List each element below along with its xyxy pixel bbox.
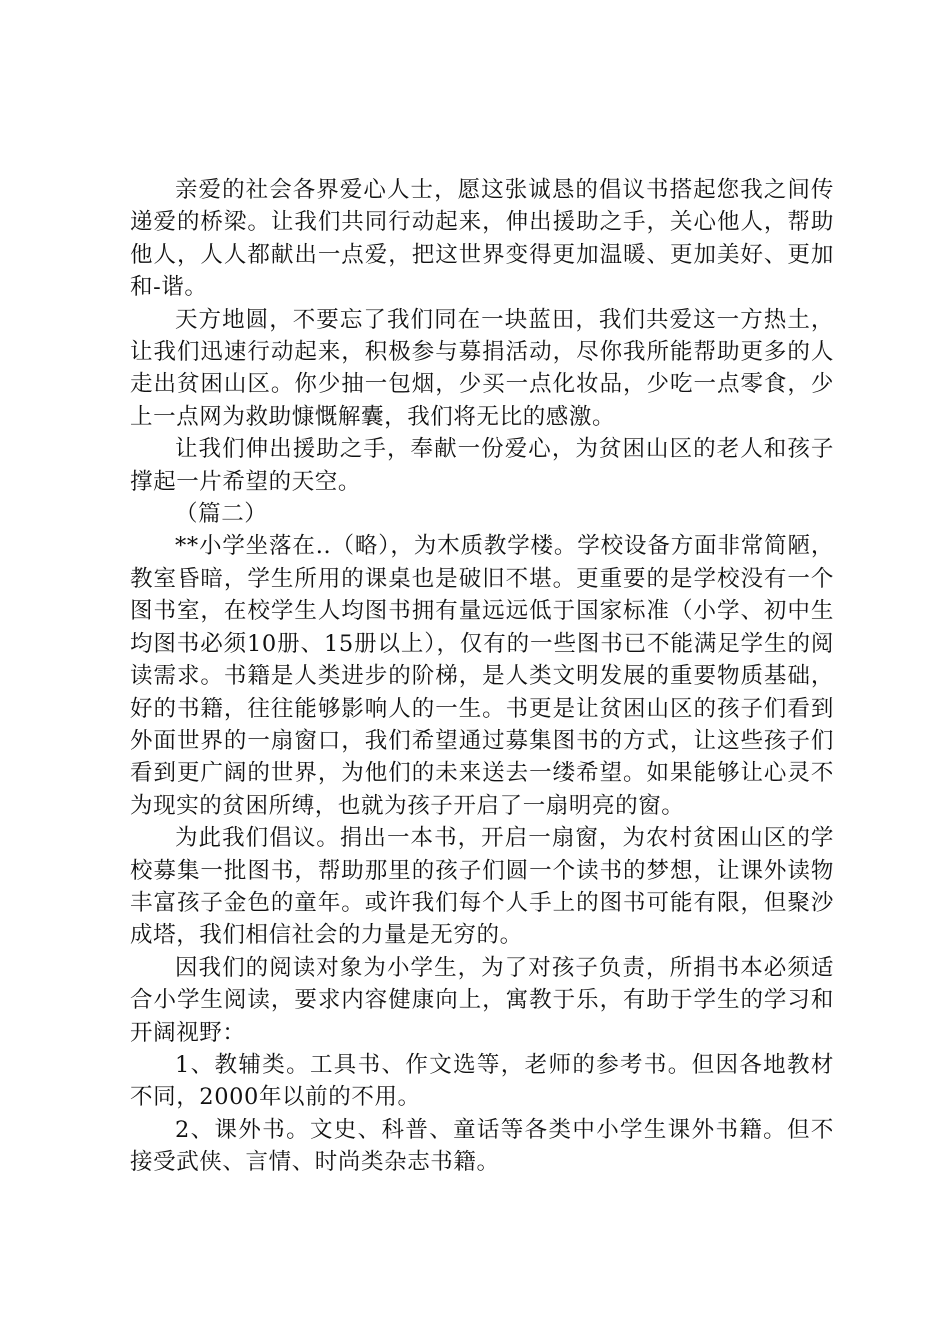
paragraph-proposal: 为此我们倡议。捐出一本书，开启一扇窗，为农村贫困山区的学校募集一批图书，帮助那里的孩子们圆一个读书的梦想，让课外读物丰富孩子金色的童年。或许我们每个人手上的图书可能有限，但聚沙成塔，我们相信社会的力量是无穷的。 bbox=[130, 825, 834, 949]
paragraph-school-description: **小学坐落在..（略），为木质教学楼。学校设备方面非常简陋，教室昏暗，学生所用的课桌也是破旧不堪。更重要的是学校没有一个图书室，在校学生人均图书拥有量远远低于国家标准（小学、初中生均图书必须10册、15册以上），仅有的一些图书已不能满足学生的阅读需求。书籍是人类进步的阶梯，是人类文明发展的重要物质基础，好的书籍，往往能够影响人的一生。书更是让贫困山区的孩子们看到外面世界的一扇窗口，我们希望通过募集图书的方式，让这些孩子们看到更广阔的世界，为他们的未来送去一缕希望。如果能够让心灵不为现实的贫困所缚，也就为孩子开启了一扇明亮的窗。 bbox=[130, 533, 834, 819]
list-item-teaching-aids: 1、教辅类。工具书、作文选等，老师的参考书。但因各地教材不同，2000年以前的不用。 bbox=[130, 1051, 834, 1111]
document-body bbox=[130, 174, 834, 1179]
paragraph-homeland: 天方地圆，不要忘了我们同在一块蓝田，我们共爱这一方热土，让我们迅速行动起来，积极参与募捐活动，尽你我所能帮助更多的人走出贫困山区。你少抽一包烟，少买一点化妆品，少吃一点零食，少上一点网为救助慷慨解囊，我们将无比的感激。 bbox=[130, 306, 834, 430]
paragraph-appeal: 亲爱的社会各界爱心人士，愿这张诚恳的倡议书搭起您我之间传递爱的桥梁。让我们共同行动起来，伸出援助之手，关心他人，帮助他人，人人都献出一点爱，把这世界变得更加温暖、更加美好、更加和-谐。 bbox=[130, 177, 834, 301]
paragraph-help: 让我们伸出援助之手，奉献一份爱心，为贫困山区的老人和孩子撑起一片希望的天空。 bbox=[130, 436, 834, 495]
list-item-extracurricular: 2、课外书。文史、科普、童话等各类中小学生课外书籍。但不接受武侠、言情、时尚类杂志书籍。 bbox=[130, 1116, 834, 1176]
paragraph-requirements: 因我们的阅读对象为小学生，为了对孩子负责，所捐书本必须适合小学生阅读，要求内容健康向上，寓教于乐，有助于学生的学习和开阔视野： bbox=[130, 954, 834, 1046]
section-heading-part-two: （篇二） bbox=[175, 501, 268, 528]
